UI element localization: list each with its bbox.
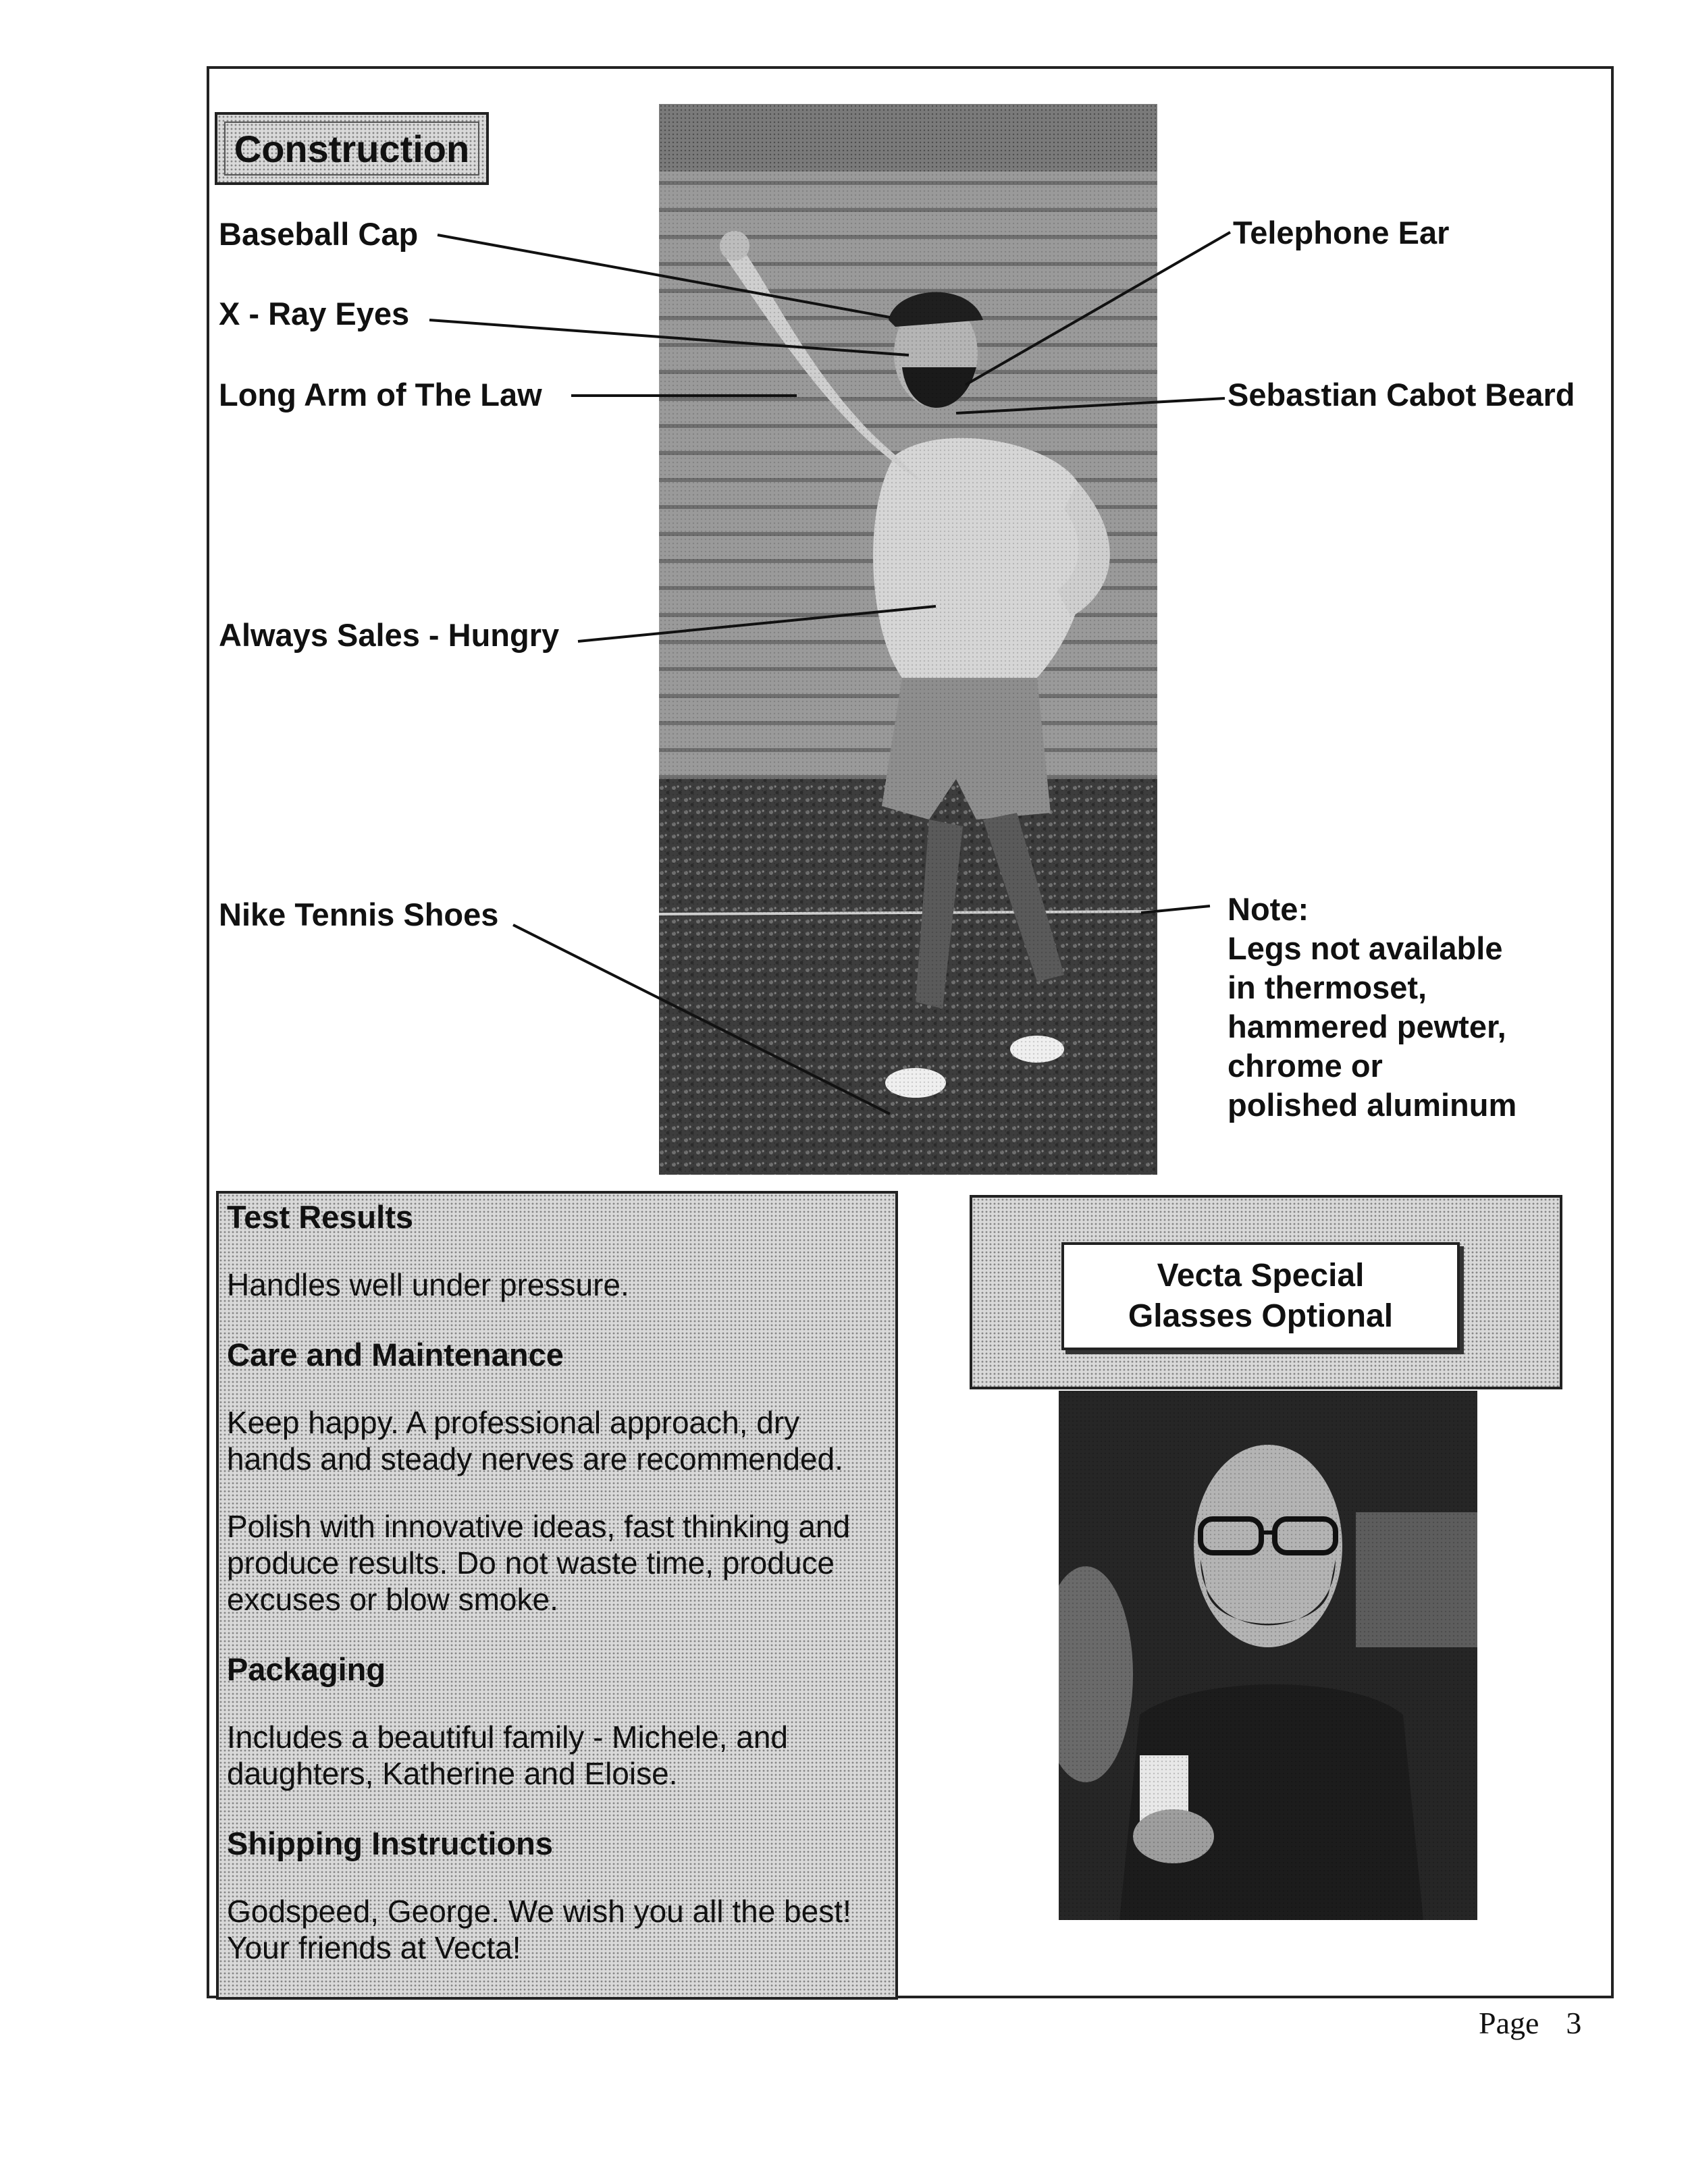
vecta-special-line1: Vecta Special [1157, 1258, 1365, 1294]
note-line: chrome or [1228, 1048, 1383, 1084]
label-baseball-cap: Baseball Cap [219, 216, 419, 252]
note-block [1228, 890, 1516, 1125]
label-telephone-ear: Telephone Ear [1233, 215, 1450, 250]
vecta-special-box [1061, 1242, 1460, 1350]
packaging-text: Includes a beautiful family - Michele, and daughters, Katherine and Eloise. [227, 1720, 788, 1791]
label-long-arm: Long Arm of The Law [219, 377, 542, 412]
label-sales-hungry: Always Sales - Hungry [219, 617, 560, 653]
care-heading: Care and Maintenance [227, 1337, 564, 1373]
test-results-heading: Test Results [227, 1199, 413, 1235]
vecta-special-panel [970, 1195, 1562, 1389]
portrait-photo [1059, 1391, 1477, 1920]
main-photo [659, 104, 1157, 1175]
care-paragraph-2: Polish with innovative ideas, fast thinking and produce results. Do not waste time, produce excuses or blow smoke. [227, 1509, 851, 1617]
label-nike-shoes: Nike Tennis Shoes [219, 897, 499, 932]
test-results-text: Handles well under pressure. [227, 1267, 629, 1302]
shipping-heading: Shipping Instructions [227, 1826, 554, 1861]
note-line: in thermoset, [1228, 969, 1427, 1005]
test-results-panel [216, 1191, 898, 2000]
packaging-heading: Packaging [227, 1651, 386, 1687]
label-xray-eyes: X - Ray Eyes [219, 296, 410, 331]
page-number-value: 3 [1566, 2006, 1582, 2040]
note-line: hammered pewter, [1228, 1009, 1506, 1044]
note-line: Note: [1228, 891, 1309, 927]
label-cabot-beard: Sebastian Cabot Beard [1228, 377, 1575, 412]
page-number [1479, 2005, 1581, 2041]
page-label: Page [1479, 2006, 1539, 2040]
construction-title-box [215, 112, 489, 185]
note-line: polished aluminum [1228, 1087, 1517, 1123]
note-line: Legs not available [1228, 930, 1503, 966]
shipping-text: Godspeed, George. We wish you all the best! Your friends at Vecta! [227, 1894, 851, 1965]
construction-title: Construction [234, 127, 470, 170]
care-paragraph-1: Keep happy. A professional approach, dry hands and steady nerves are recommended. [227, 1405, 843, 1476]
vecta-special-line2: Glasses Optional [1128, 1298, 1394, 1334]
